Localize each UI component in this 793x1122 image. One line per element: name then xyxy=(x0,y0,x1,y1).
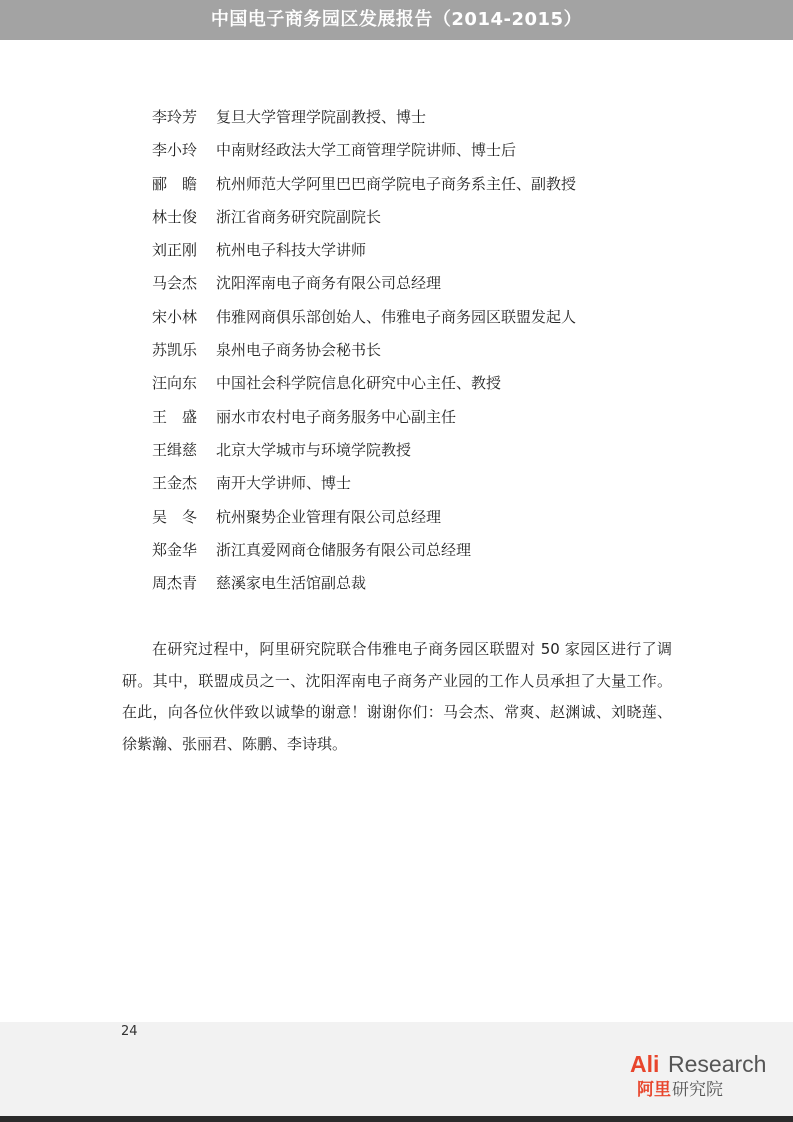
person-name: 王金杰 xyxy=(152,474,198,493)
list-item xyxy=(152,272,712,305)
person-affiliation: 丽水市农村电子商务服务中心副主任 xyxy=(216,407,457,426)
person-affiliation: 沈阳浑南电子商务有限公司总经理 xyxy=(216,274,442,293)
logo-cn-ali-text: 阿里 xyxy=(637,1080,671,1098)
person-affiliation: 中南财经政法大学工商管理学院讲师、博士后 xyxy=(216,141,517,160)
logo-research-text: Research xyxy=(668,1051,767,1077)
logo-ali-text: Ali xyxy=(630,1051,660,1077)
person-name: 王缉慈 xyxy=(152,440,198,459)
person-affiliation: 杭州师范大学阿里巴巴商学院电子商务系主任、副教授 xyxy=(216,174,577,193)
person-name: 周杰青 xyxy=(152,574,198,593)
list-item xyxy=(152,306,712,339)
list-item xyxy=(152,106,712,139)
list-item xyxy=(152,206,712,239)
person-name: 李玲芳 xyxy=(152,108,198,126)
list-item xyxy=(152,406,712,439)
list-item xyxy=(152,239,712,272)
person-name: 汪向东 xyxy=(152,374,198,393)
page-header-title: 中国电子商务园区发展报告（2014-2015） xyxy=(210,9,583,30)
person-affiliation: 复旦大学管理学院副教授、博士 xyxy=(216,108,427,126)
list-item xyxy=(152,439,712,472)
person-affiliation: 中国社会科学院信息化研究中心主任、教授 xyxy=(216,374,502,393)
person-affiliation: 杭州聚势企业管理有限公司总经理 xyxy=(216,507,442,526)
page-number: 24 xyxy=(121,1024,138,1039)
person-name: 刘正刚 xyxy=(152,241,198,260)
person-affiliation: 浙江真爱网商仓储服务有限公司总经理 xyxy=(216,540,472,559)
list-item xyxy=(152,139,712,172)
list-item xyxy=(152,506,712,539)
person-name: 王 盛 xyxy=(152,407,198,426)
list-item xyxy=(152,572,712,605)
person-name: 李小玲 xyxy=(152,141,198,160)
list-item xyxy=(152,339,712,372)
person-name: 郑金华 xyxy=(152,540,198,559)
acknowledgement-paragraph: 在研究过程中，阿里研究院联合伟雅电子商务园区联盟对 50 家园区进行了调研。其中，联盟成员之一、沈阳浑南电子商务产业园的工作人员承担了大量工作。在此，向各位伙伴致以诚挚的谢意！谢谢你们：马会杰、常爽、赵渊诚、刘晓莲、徐紫瀚、张丽君、陈鹏、李诗琪。 xyxy=(122,640,672,753)
person-affiliation: 浙江省商务研究院副院长 xyxy=(216,207,382,226)
person-name: 宋小林 xyxy=(152,307,198,326)
aliresearch-logo xyxy=(628,1050,778,1098)
person-affiliation: 南开大学讲师、博士 xyxy=(216,474,352,493)
person-affiliation: 杭州电子科技大学讲师 xyxy=(216,241,367,260)
list-item xyxy=(152,472,712,505)
person-name: 吴 冬 xyxy=(152,507,198,526)
person-affiliation: 北京大学城市与环境学院教授 xyxy=(216,440,412,459)
person-name: 马会杰 xyxy=(152,274,198,293)
person-affiliation: 泉州电子商务协会秘书长 xyxy=(216,341,382,360)
bottom-rule xyxy=(0,1116,793,1122)
list-item xyxy=(152,539,712,572)
list-item xyxy=(152,372,712,405)
list-item xyxy=(152,173,712,206)
person-name: 苏凯乐 xyxy=(152,341,198,360)
person-name: 林士俊 xyxy=(152,207,198,226)
person-affiliation: 伟雅网商俱乐部创始人、伟雅电子商务园区联盟发起人 xyxy=(216,307,577,326)
person-affiliation: 慈溪家电生活馆副总裁 xyxy=(216,574,367,593)
logo-cn-institute-text: 研究院 xyxy=(672,1080,723,1098)
person-name: 郦 瞻 xyxy=(152,174,198,193)
contributor-list xyxy=(152,106,712,605)
